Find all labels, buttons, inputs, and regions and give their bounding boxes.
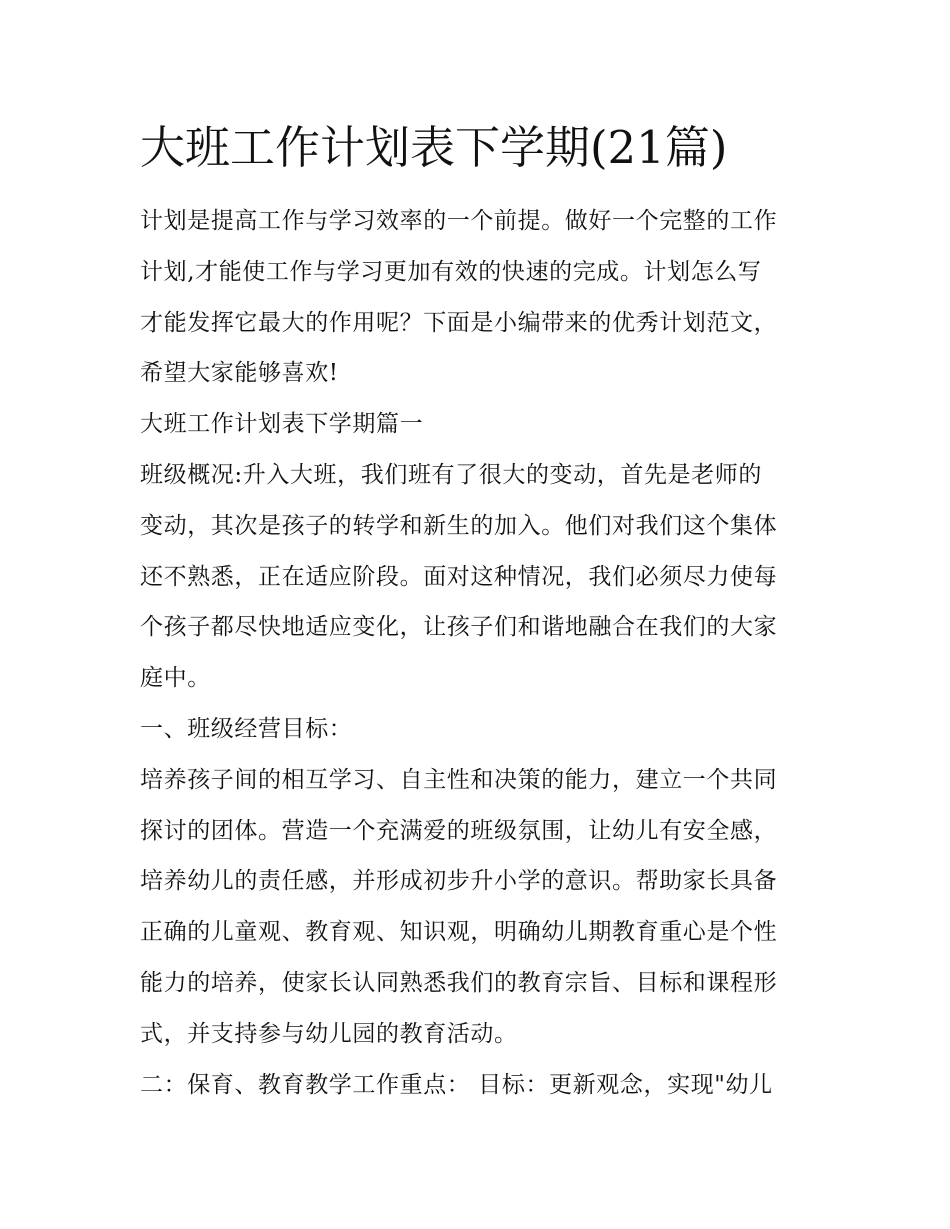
text-line: 培养孩子间的相互学习、自主性和决策的能力，建立一个共同 [140,766,778,793]
text-line: 式，并支持参与幼儿园的教育活动。 [140,1020,518,1047]
text-line: 能力的培养，使家长认同熟悉我们的教育宗旨、目标和课程形 [140,969,778,996]
text-line: 变动，其次是孩子的转学和新生的加入。他们对我们这个集体 [140,512,778,539]
text-line: 正确的儿童观、教育观、知识观，明确幼儿期教育重心是个性 [140,919,778,946]
text-line: 计划,才能使工作与学习更加有效的快速的完成。计划怎么写 [140,258,762,285]
text-line: 希望大家能够喜欢! [140,360,339,387]
text-line: 探讨的团体。营造一个充满爱的班级氛围，让幼儿有安全感， [140,817,778,844]
text-line: 班级概况:升入大班，我们班有了很大的变动，首先是老师的 [140,461,762,488]
section-heading: 大班工作计划表下学期篇一 [140,411,424,438]
text-line: 培养幼儿的责任感，并形成初步升小学的意识。帮助家长具备 [140,868,778,895]
text-line: 个孩子都尽快地适应变化，让孩子们和谐地融合在我们的大家 [140,614,778,641]
document-body [140,196,820,1110]
section-heading: 一、班级经营目标： [140,715,353,742]
text-line: 才能发挥它最大的作用呢？下面是小编带来的优秀计划范文， [140,309,778,336]
document-title: 大班工作计划表下学期(21篇) [140,121,728,174]
text-line: 二：保育、教育教学工作重点： 目标：更新观念，实现"幼儿 [140,1071,773,1098]
text-line: 还不熟悉，正在适应阶段。面对这种情况，我们必须尽力使每 [140,563,778,590]
text-line: 计划是提高工作与学习效率的一个前提。做好一个完整的工作 [140,208,778,234]
text-line: 庭中。 [140,665,211,692]
document-content [140,118,820,1110]
